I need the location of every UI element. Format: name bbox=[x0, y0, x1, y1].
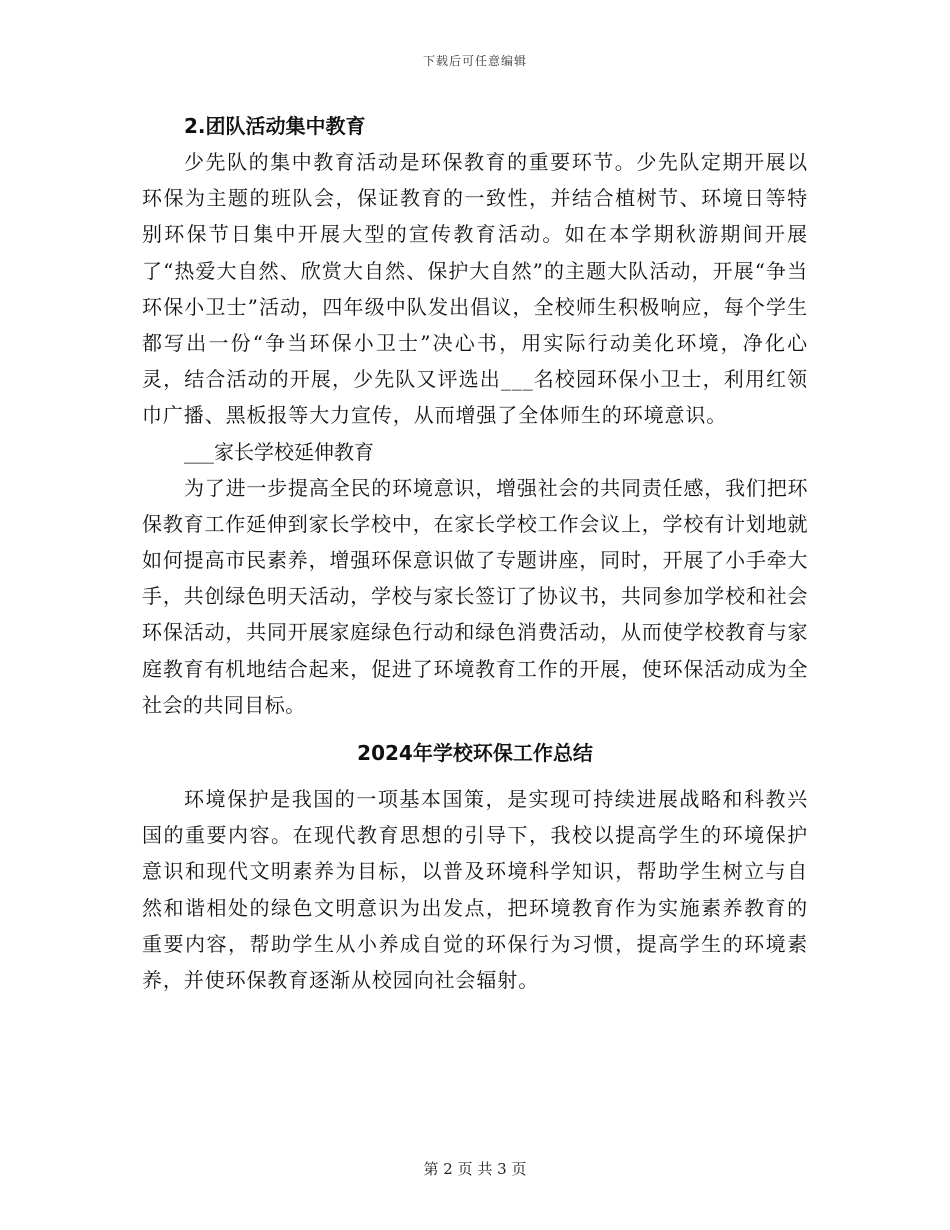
paragraph-parent-school: 为了进一步提高全民的环境意识，增强社会的共同责任感，我们把环保教育工作延伸到家长学校中，在家长学校工作会议上，学校有计划地就如何提高市民素养，增强环保意识做了专题讲座，同时，开展了小手牵大手，共创绿色明天活动，学校与家长签订了协议书，共同参加学校和社会环保活动，共同开展家庭绿色行动和绿色消费活动，从而使学校教育与家庭教育有机地结合起来，促进了环境教育工作的开展，使环保活动成为全社会的共同目标。 bbox=[142, 475, 808, 717]
blank-count: ___ bbox=[500, 367, 534, 392]
section-heading-team-activities: 2.团队活动集中教育 bbox=[184, 114, 366, 138]
section-heading-parent-school bbox=[142, 434, 808, 470]
section-heading-parent-school-text: 家长学校延伸教育 bbox=[214, 439, 374, 464]
document-title: 2024年学校环保工作总结 bbox=[357, 741, 593, 766]
paragraph-intro: 环境保护是我国的一项基本国策，是实现可持续进展战略和科教兴国的重要内容。在现代教育思想的引导下，我校以提高学生的环境保护意识和现代文明素养为目标，以普及环境科学知识，帮助学生树立与自然和谐相处的绿色文明意识为出发点，把环境教育作为实施素养教育的重要内容，帮助学生从小养成自觉的环保行为习惯，提高学生的环境素养，并使环保教育逐渐从校园向社会辐射。 bbox=[142, 787, 808, 993]
paragraph-team-activities-text: 少先队的集中教育活动是环保教育的重要环节。少先队定期开展以环保为主题的班队会，保证教育的一致性，并结合植树节、环境日等特别环保节日集中开展大型的宣传教育活动。如在本学期秋游期间开展了“热爱大自然、欣赏大自然、保护大自然”的主题大队活动，开展“争当环保小卫士”活动，四年级中队发出倡议，全校师生积极响应，每个学生都写出一份“争当环保小卫士”决心书，用实际行动美化环境，净化心灵，结合活动的开展，少先队又评选出 bbox=[142, 150, 808, 392]
blank-number: ___ bbox=[184, 439, 214, 464]
paragraph-team-activities bbox=[142, 144, 808, 434]
header-note: 下载后可任意编辑 bbox=[422, 54, 527, 68]
paragraph-team-activities-tail: 名校园环保小卫士，利用红领巾广播、黑板报等大力宣传，从而增强了全体师生的环境意识。 bbox=[142, 367, 808, 428]
page-number: 第 2 页 共 3 页 bbox=[423, 1160, 527, 1178]
document-body bbox=[142, 108, 808, 998]
